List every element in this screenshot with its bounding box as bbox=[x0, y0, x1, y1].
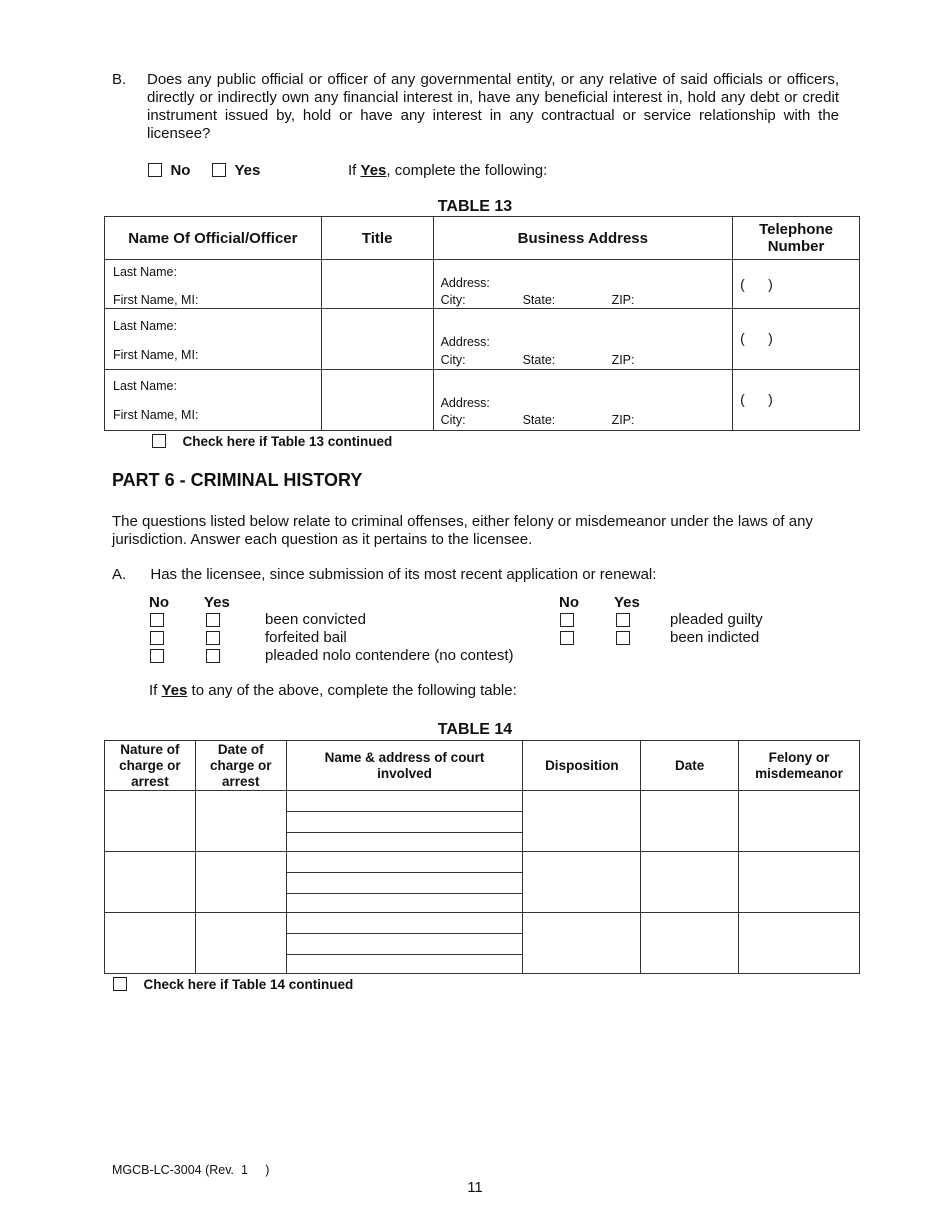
question-b-no-checkbox[interactable] bbox=[148, 163, 162, 177]
table-14-header-nature: Nature of charge or arrest bbox=[105, 741, 196, 791]
table-14-header-felony: Felony or misdemeanor bbox=[739, 741, 860, 791]
been-indicted-yes-checkbox[interactable] bbox=[616, 631, 630, 645]
table-14-continued-option[interactable] bbox=[113, 976, 353, 994]
question-b-no-option[interactable] bbox=[148, 162, 190, 180]
court-line[interactable] bbox=[287, 791, 523, 812]
table-13-continued-label: Check here if Table 13 continued bbox=[182, 434, 393, 449]
question-a-letter: A. bbox=[112, 566, 127, 583]
state-label: State: bbox=[522, 293, 556, 307]
state-label: State: bbox=[522, 353, 556, 367]
pleaded-guilty-no-checkbox[interactable] bbox=[560, 613, 574, 627]
felony-cell[interactable] bbox=[739, 913, 860, 974]
court-line[interactable] bbox=[287, 913, 523, 934]
forfeited-bail-no-checkbox[interactable] bbox=[150, 631, 164, 645]
option-been-indicted: been indicted bbox=[670, 629, 760, 646]
court-cell[interactable] bbox=[286, 913, 523, 974]
question-b-letter: B. bbox=[112, 71, 127, 88]
table-row bbox=[105, 913, 860, 974]
question-a-text: Has the licensee, since submission of its most recent application or renewal: bbox=[150, 566, 657, 583]
page-number: 11 bbox=[467, 1179, 483, 1196]
city-label: City: bbox=[440, 413, 466, 427]
table-13-header-address: Business Address bbox=[433, 217, 733, 260]
left-no-header: No bbox=[149, 594, 169, 611]
table-14-continued-label: Check here if Table 14 continued bbox=[143, 977, 354, 992]
court-line[interactable] bbox=[287, 873, 523, 894]
table-13-header-phone: Telephone Number bbox=[733, 217, 860, 260]
question-b-yes-label: Yes bbox=[234, 162, 261, 179]
been-convicted-no-checkbox[interactable] bbox=[150, 613, 164, 627]
table-13-continued-checkbox[interactable] bbox=[152, 434, 166, 448]
zip-label: ZIP: bbox=[611, 293, 635, 307]
first-name-label: First Name, MI: bbox=[113, 293, 199, 307]
address-cell[interactable] bbox=[433, 309, 733, 370]
option-been-convicted: been convicted bbox=[265, 611, 366, 628]
name-cell[interactable] bbox=[105, 309, 322, 370]
table-14-continued-checkbox[interactable] bbox=[113, 977, 127, 991]
phone-cell[interactable] bbox=[733, 309, 860, 370]
instruction-suffix: , complete the following: bbox=[386, 162, 548, 179]
table-14-header-disposition: Disposition bbox=[523, 741, 641, 791]
right-yes-header: Yes bbox=[614, 594, 640, 611]
date-cell[interactable] bbox=[641, 913, 739, 974]
address-label: Address: bbox=[440, 396, 490, 410]
table-row bbox=[105, 791, 860, 852]
left-yes-header: Yes bbox=[204, 594, 230, 611]
court-cell[interactable] bbox=[286, 852, 523, 913]
question-b-yes-checkbox[interactable] bbox=[212, 163, 226, 177]
charge-date-cell[interactable] bbox=[195, 791, 286, 852]
table-row bbox=[105, 260, 860, 309]
last-name-label: Last Name: bbox=[113, 265, 177, 279]
table-14-instruction bbox=[149, 682, 517, 699]
address-label: Address: bbox=[440, 276, 490, 290]
table-row bbox=[105, 370, 860, 431]
phone-cell[interactable] bbox=[733, 260, 860, 309]
part-6-heading: PART 6 - CRIMINAL HISTORY bbox=[112, 470, 363, 490]
charge-date-cell[interactable] bbox=[195, 852, 286, 913]
felony-cell[interactable] bbox=[739, 852, 860, 913]
table-14-header-court: Name & address of court involved bbox=[286, 741, 523, 791]
question-b-yes-option[interactable] bbox=[212, 162, 260, 180]
court-line[interactable] bbox=[287, 934, 523, 955]
address-cell[interactable] bbox=[433, 260, 733, 309]
pleaded-guilty-yes-checkbox[interactable] bbox=[616, 613, 630, 627]
date-cell[interactable] bbox=[641, 791, 739, 852]
instruction-prefix: If bbox=[149, 682, 162, 699]
instruction-yes: Yes bbox=[360, 162, 387, 179]
name-cell[interactable] bbox=[105, 370, 322, 431]
first-name-label: First Name, MI: bbox=[113, 348, 199, 362]
option-nolo-contendere: pleaded nolo contendere (no contest) bbox=[265, 647, 514, 664]
instruction-suffix: to any of the above, complete the following table: bbox=[187, 682, 517, 699]
title-cell[interactable] bbox=[321, 260, 433, 309]
zip-label: ZIP: bbox=[611, 413, 635, 427]
table-14-title: TABLE 14 bbox=[437, 721, 513, 738]
table-14-header-date: Date bbox=[641, 741, 739, 791]
phone-area-code: ( ) bbox=[740, 276, 773, 292]
table-14 bbox=[104, 740, 860, 974]
instruction-yes: Yes bbox=[161, 682, 188, 699]
question-a bbox=[112, 566, 656, 583]
name-cell[interactable] bbox=[105, 260, 322, 309]
felony-cell[interactable] bbox=[739, 791, 860, 852]
court-line[interactable] bbox=[287, 852, 523, 873]
option-forfeited-bail: forfeited bail bbox=[265, 629, 347, 646]
table-13-continued-option[interactable] bbox=[152, 433, 392, 451]
phone-area-code: ( ) bbox=[740, 391, 773, 407]
zip-label: ZIP: bbox=[611, 353, 635, 367]
city-label: City: bbox=[440, 293, 466, 307]
right-no-header: No bbox=[559, 594, 579, 611]
state-label: State: bbox=[522, 413, 556, 427]
been-convicted-yes-checkbox[interactable] bbox=[206, 613, 220, 627]
table-14-header-charge-date: Date of charge or arrest bbox=[195, 741, 286, 791]
disposition-cell[interactable] bbox=[523, 913, 641, 974]
nature-cell[interactable] bbox=[105, 852, 196, 913]
forfeited-bail-yes-checkbox[interactable] bbox=[206, 631, 220, 645]
nolo-contendere-no-checkbox[interactable] bbox=[150, 649, 164, 663]
nature-cell[interactable] bbox=[105, 791, 196, 852]
table-13 bbox=[104, 216, 860, 431]
nature-cell[interactable] bbox=[105, 913, 196, 974]
question-b-text: Does any public official or officer of any governmental entity, or any relative of said officials or officers, directly or indirectly own any financial interest in, have any beneficial interest in, hold any debt or credit instrument issued by, hold or have any interest in any contractual or service relationship with the licensee? bbox=[147, 71, 839, 142]
city-label: City: bbox=[440, 353, 466, 367]
part-6-intro: The questions listed below relate to criminal offenses, either felony or misdemeanor under the laws of any jurisdiction. Answer each question as it pertains to the licensee. bbox=[112, 513, 813, 548]
last-name-label: Last Name: bbox=[113, 319, 177, 333]
court-line[interactable] bbox=[287, 812, 523, 833]
table-13-header-name: Name Of Official/Officer bbox=[105, 217, 322, 260]
address-label: Address: bbox=[440, 335, 490, 349]
charge-date-cell[interactable] bbox=[195, 913, 286, 974]
been-indicted-no-checkbox[interactable] bbox=[560, 631, 574, 645]
phone-area-code: ( ) bbox=[740, 330, 773, 346]
date-cell[interactable] bbox=[641, 852, 739, 913]
first-name-label: First Name, MI: bbox=[113, 408, 199, 422]
last-name-label: Last Name: bbox=[113, 379, 177, 393]
question-b-no-label: No bbox=[170, 162, 191, 179]
nolo-contendere-yes-checkbox[interactable] bbox=[206, 649, 220, 663]
table-13-header-title: Title bbox=[321, 217, 433, 260]
instruction-prefix: If bbox=[348, 162, 361, 179]
question-b-instruction bbox=[348, 162, 547, 179]
court-cell[interactable] bbox=[286, 791, 523, 852]
address-cell[interactable] bbox=[433, 370, 733, 431]
table-row bbox=[105, 852, 860, 913]
form-id: MGCB-LC-3004 (Rev. 1 ) bbox=[112, 1163, 270, 1177]
title-cell[interactable] bbox=[321, 309, 433, 370]
table-13-title: TABLE 13 bbox=[437, 198, 513, 215]
option-pleaded-guilty: pleaded guilty bbox=[670, 611, 763, 628]
disposition-cell[interactable] bbox=[523, 852, 641, 913]
disposition-cell[interactable] bbox=[523, 791, 641, 852]
table-row bbox=[105, 309, 860, 370]
phone-cell[interactable] bbox=[733, 370, 860, 431]
title-cell[interactable] bbox=[321, 370, 433, 431]
